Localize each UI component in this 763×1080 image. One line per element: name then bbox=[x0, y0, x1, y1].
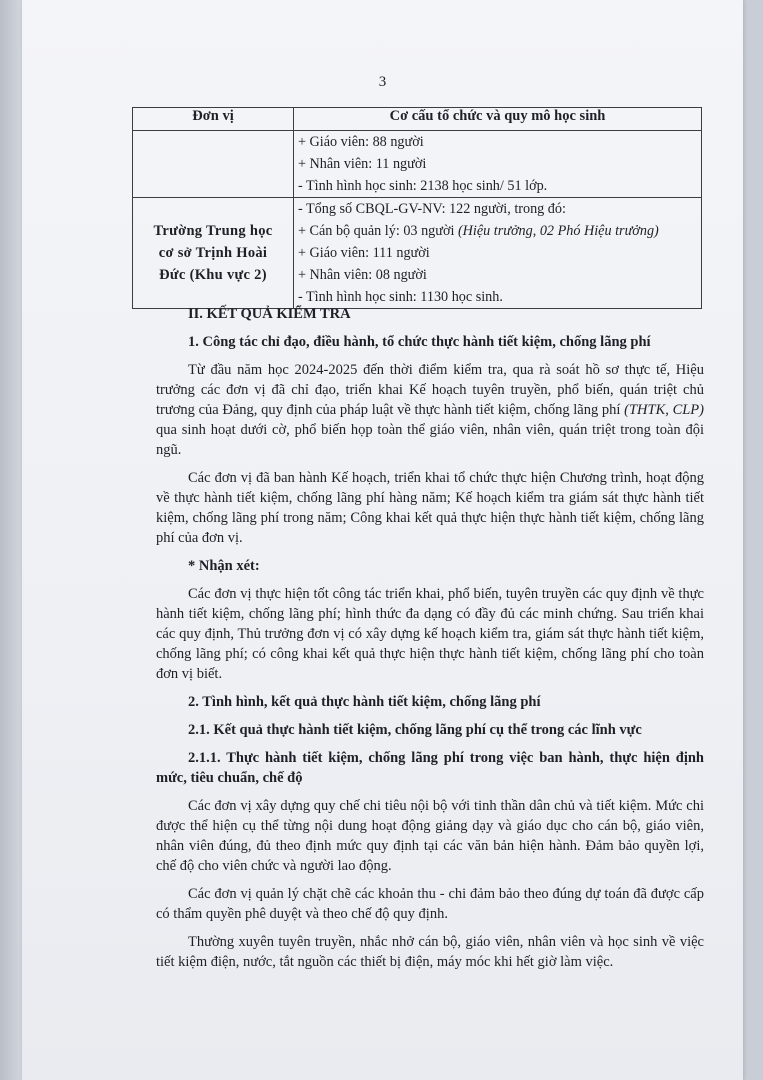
structure-cell bbox=[294, 131, 702, 198]
paragraph: Các đơn vị thực hiện tốt công tác triển khai, phổ biến, tuyên truyền các quy định về thực hành tiết kiệm, chống lãng phí; hình thức đa dạng có đầy đủ các minh chứng. Sau triển khai các quy định, Thủ trưởng đơn vị có xây dựng kế hoạch kiểm tra, giám sát thực hành tiết kiệm, chống lãng phí; có công khai kết quả thực hiện thực hành tiết kiệm, chống lãng phí cho toàn đơn vị biết. bbox=[156, 586, 704, 682]
paragraph bbox=[156, 360, 704, 460]
subsection-title: 2. Tình hình, kết quả thực hành tiết kiệm, chống lãng phí bbox=[188, 694, 541, 710]
table-row bbox=[133, 131, 702, 198]
table-header-structure: Cơ cấu tổ chức và quy mô học sinh bbox=[294, 108, 702, 131]
table-line: - Tình hình học sinh: 2138 học sinh/ 51 lớp. bbox=[298, 178, 548, 194]
page-number: 3 bbox=[378, 74, 387, 90]
paragraph-text: qua sinh hoạt dưới cờ, phổ biến họp toàn thể giáo viên, nhân viên, quán triệt trong toàn đội ngũ. bbox=[156, 422, 704, 458]
document-page bbox=[22, 0, 743, 1080]
paragraph: Các đơn vị xây dựng quy chế chi tiêu nội bộ với tinh thần dân chủ và tiết kiệm. Mức chi được thể hiện cụ thể từng nội dung hoạt động giảng dạy và giáo dục cho cán bộ, giáo viên, nhân viên đúng, đủ theo định mức quy định tại các văn bản hiện hành. Đảm bảo quyền lợi, chế độ cho viên chức và người lao động. bbox=[156, 798, 704, 874]
unit-name-line: Đức (Khu vực 2) bbox=[159, 267, 267, 283]
table-row bbox=[133, 198, 702, 309]
unit-name-line: Trường Trung học bbox=[153, 223, 273, 239]
unit-name-cell bbox=[133, 198, 294, 309]
paragraph: Các đơn vị quản lý chặt chẽ các khoản thu - chi đảm bảo theo đúng dự toán đã được cấp có thẩm quyền phê duyệt và theo chế độ quy định. bbox=[156, 886, 704, 922]
table-line-main: + Cán bộ quản lý: 03 người bbox=[298, 223, 458, 239]
subsection-title: 2.1. Kết quả thực hành tiết kiệm, chống lãng phí cụ thể trong các lĩnh vực bbox=[188, 722, 642, 738]
structure-cell bbox=[294, 198, 702, 309]
paragraph-italic: (THTK, CLP) bbox=[624, 402, 704, 418]
table-line: - Tổng số CBQL-GV-NV: 122 người, trong đó: bbox=[298, 201, 566, 217]
section-title: II. KẾT QUẢ KIỂM TRA bbox=[188, 306, 351, 322]
table-line-italic: (Hiệu trưởng, 02 Phó Hiệu trưởng) bbox=[457, 223, 659, 239]
table-header-row bbox=[133, 108, 702, 131]
table-line: + Giáo viên: 111 người bbox=[298, 245, 430, 261]
unit-cell-empty bbox=[133, 131, 294, 198]
table-line: + Nhân viên: 08 người bbox=[298, 267, 427, 283]
subsection-title: 1. Công tác chỉ đạo, điều hành, tổ chức thực hành tiết kiệm, chống lãng phí bbox=[188, 334, 651, 350]
unit-name-line: cơ sở Trịnh Hoài bbox=[158, 245, 268, 261]
table-header-unit: Đơn vị bbox=[133, 108, 294, 131]
table-line: + Nhân viên: 11 người bbox=[298, 156, 427, 172]
scanner-edge bbox=[0, 0, 22, 1080]
paragraph-text: Từ đầu năm học 2024-2025 đến thời điểm kiểm tra, qua rà soát hồ sơ thực tế, Hiệu trưởng các đơn vị đã chỉ đạo, triển khai Kế hoạch tuyên truyền, phổ biến, quán triệt chủ trương của Đảng, quy định của pháp luật về thực hành tiết kiệm, chống lãng phí bbox=[156, 362, 704, 418]
subsection-title: 2.1.1. Thực hành tiết kiệm, chống lãng phí trong việc ban hành, thực hiện định mức, tiêu chuẩn, chế độ bbox=[156, 750, 704, 786]
paragraph: Các đơn vị đã ban hành Kế hoạch, triển khai tổ chức thực hiện Chương trình, hoạt động về thực hành tiết kiệm, chống lãng phí hàng năm; Kế hoạch kiểm tra giám sát thực hành tiết kiệm, chống lãng phí trong năm; Công khai kết quả thực hiện thực hành tiết kiệm, chống lãng phí của đơn vị. bbox=[156, 470, 704, 546]
paragraph: Thường xuyên tuyên truyền, nhắc nhở cán bộ, giáo viên, nhân viên và học sinh về việc tiết kiệm điện, nước, tắt nguồn các thiết bị điện, máy móc khi hết giờ làm việc. bbox=[156, 934, 704, 970]
remark-title: * Nhận xét: bbox=[188, 558, 260, 574]
document-body bbox=[156, 304, 704, 972]
units-table bbox=[132, 107, 702, 309]
table-line bbox=[298, 220, 697, 242]
table-line: + Giáo viên: 88 người bbox=[298, 134, 424, 150]
table-line: - Tình hình học sinh: 1130 học sinh. bbox=[298, 289, 503, 305]
